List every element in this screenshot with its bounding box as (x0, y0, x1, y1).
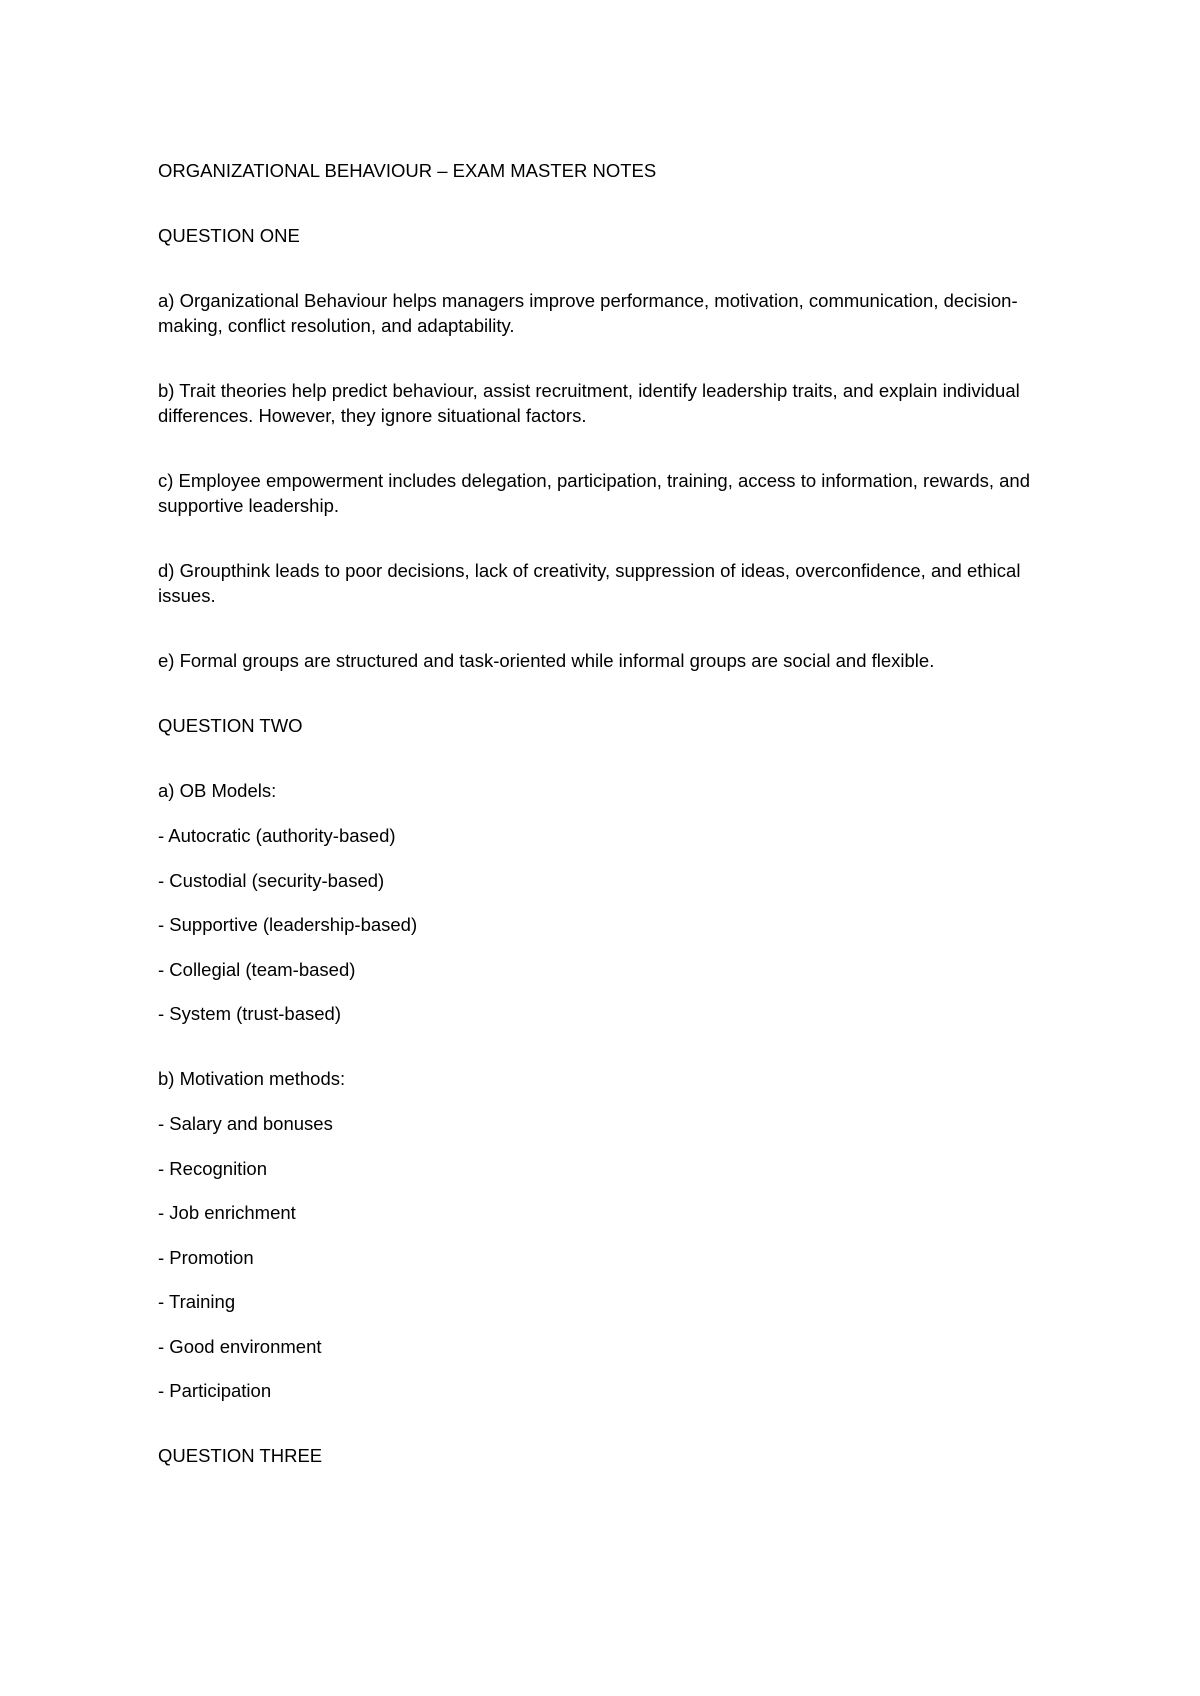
motivation-method-item: - Participation (158, 1380, 272, 1401)
motivation-method-item: - Salary and bonuses (158, 1113, 333, 1134)
document-title: ORGANIZATIONAL BEHAVIOUR – EXAM MASTER NOTES (158, 160, 657, 181)
q2-part-a-label: a) OB Models: (158, 780, 277, 801)
question-three-heading: QUESTION THREE (158, 1445, 323, 1466)
motivation-method-item: - Training (158, 1291, 236, 1312)
motivation-method-item: - Promotion (158, 1246, 254, 1268)
q1-answer-b: b) Trait theories help predict behaviour, assist recruitment, identify leadership traits, and explain individual differences. However, they ignore situational factors. (158, 380, 1020, 426)
question-one-heading: QUESTION ONE (158, 225, 300, 246)
q1-answer-e: e) Formal groups are structured and task-oriented while informal groups are social and flexible. (158, 650, 935, 671)
q1-answer-c: c) Employee empowerment includes delegation, participation, training, access to information, rewards, and supportive leadership. (158, 470, 1031, 516)
question-two-heading: QUESTION TWO (158, 715, 303, 736)
ob-model-item: - Supportive (leadership-based) (158, 914, 418, 935)
motivation-method-item: - Good environment (158, 1335, 322, 1357)
document-body (158, 158, 1058, 1468)
ob-model-item: - Custodial (security-based) (158, 869, 385, 891)
motivation-method-item: - Job enrichment (158, 1202, 296, 1223)
q2-part-b-label: b) Motivation methods: (158, 1068, 346, 1089)
ob-model-item: - System (trust-based) (158, 1003, 341, 1024)
ob-model-item: - Collegial (team-based) (158, 958, 356, 980)
motivation-method-item: - Recognition (158, 1157, 268, 1179)
q1-answer-d: d) Groupthink leads to poor decisions, lack of creativity, suppression of ideas, overconfidence, and ethical issues. (158, 560, 1021, 606)
ob-model-item: - Autocratic (authority-based) (158, 825, 396, 846)
q1-answer-a: a) Organizational Behaviour helps managers improve performance, motivation, communication, decision-making, conflict resolution, and adaptability. (158, 290, 1018, 336)
